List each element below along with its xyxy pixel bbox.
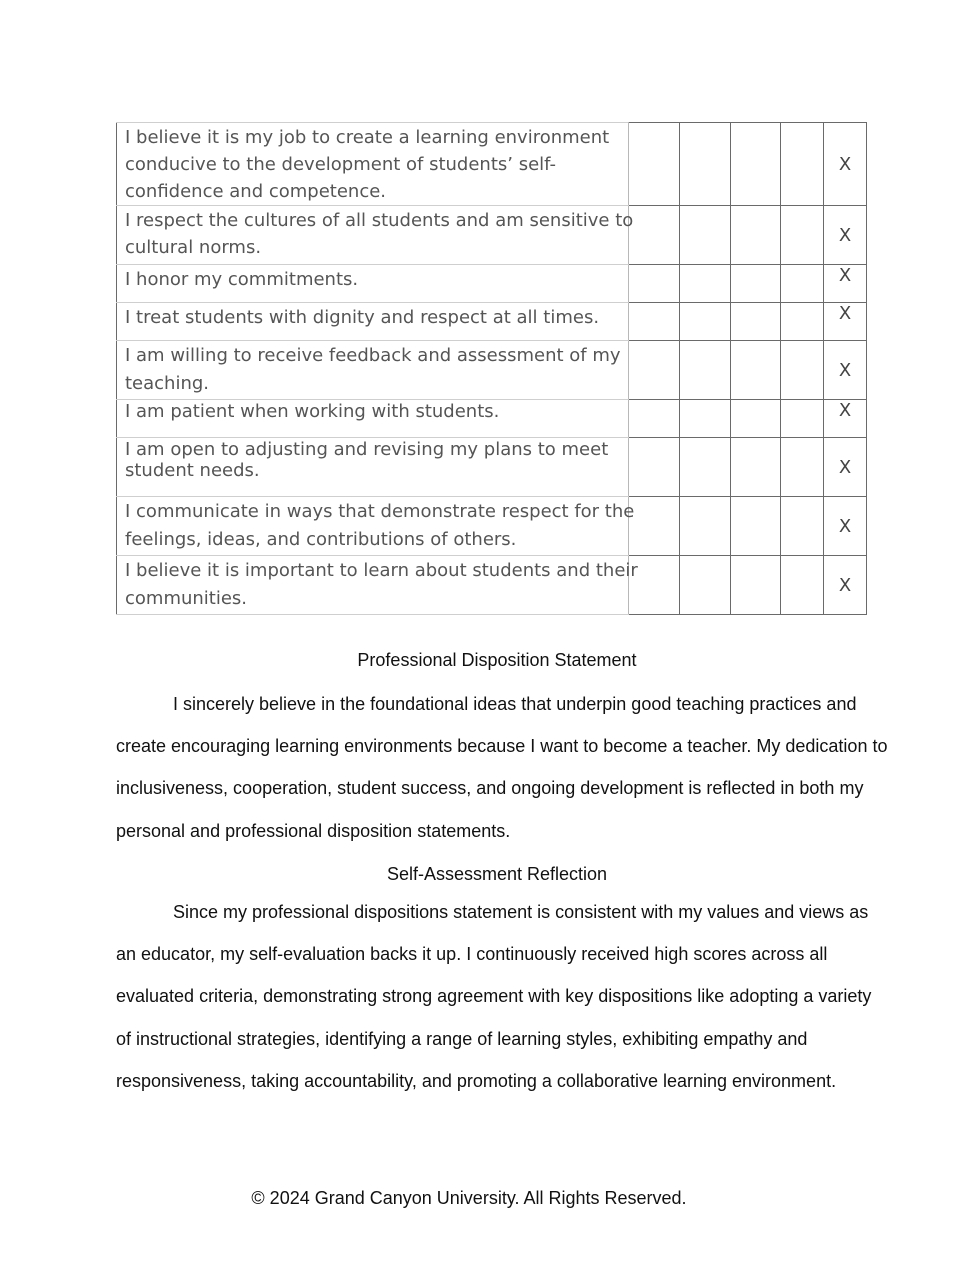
disposition-statement: I am open to adjusting and revising my plans to meet student needs. [117,438,629,497]
reflection-paragraph [116,891,936,1102]
rating-cell-4 [781,123,824,206]
disposition-statement: I am patient when working with students. [117,400,629,438]
rating-cell-4 [781,206,824,265]
rating-cell-1 [629,341,680,400]
disposition-statement: I believe it is my job to create a learning environment conducive to the development of students’ self-confidence and competence. [117,123,629,206]
rating-cell-2 [680,206,731,265]
rating-cell-2 [680,556,731,615]
paragraph-line: evaluated criteria, demonstrating strong agreement with key dispositions like adopting a variety [116,986,872,1007]
rating-cell-5: X [824,400,867,438]
disposition-statement: I respect the cultures of all students and am sensitive to cultural norms. [117,206,629,265]
rating-cell-4 [781,265,824,303]
disposition-statement: I honor my commitments. [117,265,629,303]
rating-cell-3 [731,400,781,438]
table-row [117,303,867,341]
reflection-heading: Self-Assessment Reflection [386,864,608,884]
rating-cell-2 [680,265,731,303]
copyright-footer: © 2024 Grand Canyon University. All Rights Reserved. [251,1188,687,1208]
paragraph-line: responsiveness, taking accountability, and promoting a collaborative learning environment. [116,1070,837,1091]
rating-cell-1 [629,265,680,303]
rating-cell-5: X [824,341,867,400]
rating-cell-4 [781,556,824,615]
rating-cell-3 [731,556,781,615]
rating-cell-3 [731,497,781,556]
rating-cell-1 [629,303,680,341]
table-row [117,123,867,206]
paragraph-line: an educator, my self-evaluation backs it up. I continuously received high scores across all [116,944,828,965]
paragraph-line: personal and professional disposition statements. [116,820,511,841]
disposition-heading: Professional Disposition Statement [357,650,637,670]
rating-cell-5: X [824,265,867,303]
disposition-statement: I treat students with dignity and respect at all times. [117,303,629,341]
rating-cell-1 [629,438,680,497]
table-row [117,206,867,265]
table-row [117,341,867,400]
rating-cell-5: X [824,206,867,265]
paragraph-line: I sincerely believe in the foundational ideas that underpin good teaching practices and [173,694,857,714]
table-row [117,438,867,497]
table-row [117,556,867,615]
rating-cell-4 [781,400,824,438]
rating-cell-5: X [824,556,867,615]
rating-cell-5: X [824,303,867,341]
rating-cell-1 [629,123,680,206]
rating-cell-2 [680,123,731,206]
rating-cell-4 [781,497,824,556]
rating-cell-3 [731,341,781,400]
rating-cell-1 [629,497,680,556]
rating-cell-5: X [824,497,867,556]
table-row [117,497,867,556]
disposition-statement: I am willing to receive feedback and assessment of my teaching. [117,341,629,400]
rating-cell-4 [781,438,824,497]
rating-cell-1 [629,400,680,438]
rating-cell-1 [629,206,680,265]
paragraph-line: Since my professional dispositions statement is consistent with my values and views as [173,902,869,922]
table-row [117,265,867,303]
rating-cell-3 [731,206,781,265]
table-row [117,400,867,438]
disposition-rating-table [116,122,867,615]
paragraph-line: create encouraging learning environments because I want to become a teacher. My dedication to [116,736,888,757]
rating-cell-5: X [824,123,867,206]
rating-cell-3 [731,265,781,303]
rating-cell-5: X [824,438,867,497]
rating-cell-3 [731,303,781,341]
rating-cell-2 [680,303,731,341]
rating-cell-2 [680,341,731,400]
disposition-statement: I communicate in ways that demonstrate respect for the feelings, ideas, and contributions of others. [117,497,629,556]
paragraph-line: inclusiveness, cooperation, student success, and ongoing development is reflected in both my [116,778,864,799]
rating-cell-2 [680,400,731,438]
rating-cell-4 [781,341,824,400]
disposition-paragraph [116,683,936,852]
rating-cell-3 [731,123,781,206]
rating-cell-2 [680,497,731,556]
disposition-statement: I believe it is important to learn about students and their communities. [117,556,629,615]
rating-cell-2 [680,438,731,497]
rating-cell-3 [731,438,781,497]
paragraph-line: of instructional strategies, identifying a range of learning styles, exhibiting empathy and [116,1028,808,1049]
rating-cell-4 [781,303,824,341]
